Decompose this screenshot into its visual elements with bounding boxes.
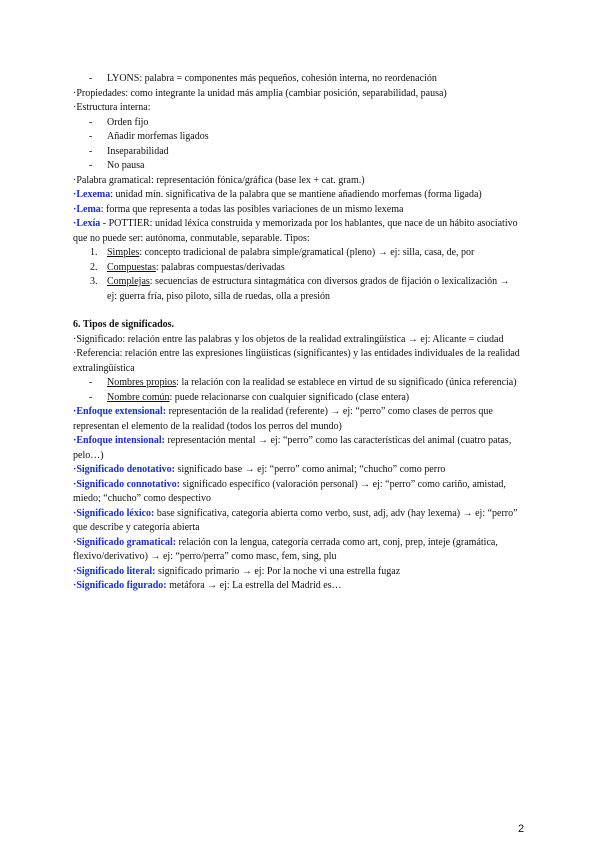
tipo-number: 1. (90, 247, 98, 258)
term-line (73, 463, 521, 478)
term-label: ·Enfoque extensional: (73, 406, 167, 417)
term-label: ·Significado figurado: (73, 580, 167, 591)
lema-def: : forma que representa a todas las posibles variaciones de un mismo lexema (100, 203, 404, 215)
lexia-line (73, 217, 521, 246)
lexema-term: ·Lexema (73, 189, 111, 200)
tipo-number: 3. (90, 276, 98, 287)
tipo-term: Compuestas (107, 261, 156, 273)
referencia-line: ·Referencia: relación entre las expresiones lingüísticas (significantes) y las entidades individuales de la realidad extralingüística (73, 348, 520, 374)
nombre-def: : la relación con la realidad se establece en virtud de su significado (única referencia) (176, 377, 517, 388)
estructura-line: ·Estructura interna: (73, 102, 151, 113)
page-number: 2 (518, 823, 525, 835)
lema-line (73, 203, 521, 218)
tipo-term: Complejas (107, 276, 150, 287)
lexia-def: - POTTIER: unidad léxica construida y memorizada por los hablantes, que nace de un hábito asociativo que no puede ser: autónoma, conmutable, separable. Tipos: (73, 218, 518, 244)
term-def: significado base → ej: “perro” como animal; “chucho” como perro (174, 464, 446, 475)
nombre-term: Nombre común (107, 391, 170, 403)
term-line (73, 507, 521, 536)
term-def: representación mental → ej: “perro” como las características del animal (cuatro patas, pelo…) (73, 435, 512, 461)
term-line (73, 579, 521, 594)
term-line (73, 565, 521, 580)
term-line (73, 478, 521, 507)
tipo-item (73, 246, 521, 261)
nombre-item (73, 376, 521, 391)
estructura-item: - Orden fijo (73, 116, 521, 131)
term-def: representación de la realidad (referente) → ej: “perro” como clases de perros que representan el elemento de la realidad (todos los perros del mundo) (73, 406, 493, 432)
term-def: relación con la lengua, categoría cerrada como art, conj, prep, inteje (gramática, flexivo/derivativo) → ej: “perro/perra” como masc, fem, sing, plu (73, 536, 498, 562)
lema-term: ·Lema (73, 203, 101, 215)
lexia-term: ·Lexía (73, 218, 101, 229)
tipo-term: Simples (107, 247, 140, 258)
nombre-def: : puede relacionarse con cualquier significado (clase entera) (169, 391, 410, 403)
tipo-def: : secuencias de estructura sintagmática con diversos grados de fijación o lexicalización → ej: guerra fría, piso piloto, silla de ruedas, olla a presión (107, 276, 510, 302)
term-line (73, 536, 521, 565)
tipo-item (73, 261, 521, 276)
lyons-item: - LYONS: palabra = componentes más pequeños, cohesión interna, no reordenación (73, 72, 521, 87)
nombre-item (73, 391, 521, 406)
page-content (73, 72, 521, 594)
section-heading: 6. Tipos de significados. (73, 319, 175, 330)
tipo-def: : concepto tradicional de palabra simple/gramatical (pleno) → ej: silla, casa, de, por (139, 247, 475, 258)
term-def: significado primario → ej: Por la noche vi una estrella fugaz (155, 565, 401, 577)
tipo-number: 2. (90, 261, 98, 273)
estructura-item: - Inseparabilidad (73, 145, 521, 160)
lexema-def: : unidad mín. significativa de la palabra que se mantiene añadiendo morfemas (forma ligada) (110, 189, 482, 200)
term-label: ·Significado gramatical: (73, 536, 177, 548)
term-label: ·Significado literal: (73, 565, 156, 577)
term-def: base significativa, categoría abierta como verbo, sust, adj, adv (hay lexema) → ej: “perro” que describe y categoría abierta (73, 507, 518, 533)
term-line (73, 434, 521, 463)
nombre-term: Nombres propios (107, 377, 177, 388)
tipo-item (73, 275, 521, 304)
term-label: ·Enfoque intensional: (73, 435, 165, 446)
term-label: ·Significado léxico: (73, 507, 155, 519)
term-label: ·Significado connotativo: (73, 478, 180, 490)
term-line (73, 405, 521, 434)
lexema-line (73, 188, 521, 203)
term-label: ·Significado denotativo: (73, 464, 175, 475)
term-def: significado específico (valoración personal) → ej: “perro” como cariño, amistad, miedo; “chucho” como despectivo (73, 478, 506, 504)
propiedades-line: ·Propiedades: como integrante la unidad más amplia (cambiar posición, separabilidad, pausa) (73, 87, 447, 99)
estructura-item: - Añadir morfemas ligados (73, 130, 521, 145)
tipo-def: : palabras compuestas/derivadas (155, 261, 285, 273)
estructura-item: - No pausa (73, 159, 521, 174)
term-def: metáfora → ej: La estrella del Madrid es… (166, 580, 342, 591)
significado-line: ·Significado: relación entre las palabras y los objetos de la realidad extralingüística → ej: Alicante = ciudad (73, 333, 504, 345)
palabra-gramatical-line: ·Palabra gramatical: representación fónica/gráfica (base lex + cat. gram.) (73, 174, 365, 186)
